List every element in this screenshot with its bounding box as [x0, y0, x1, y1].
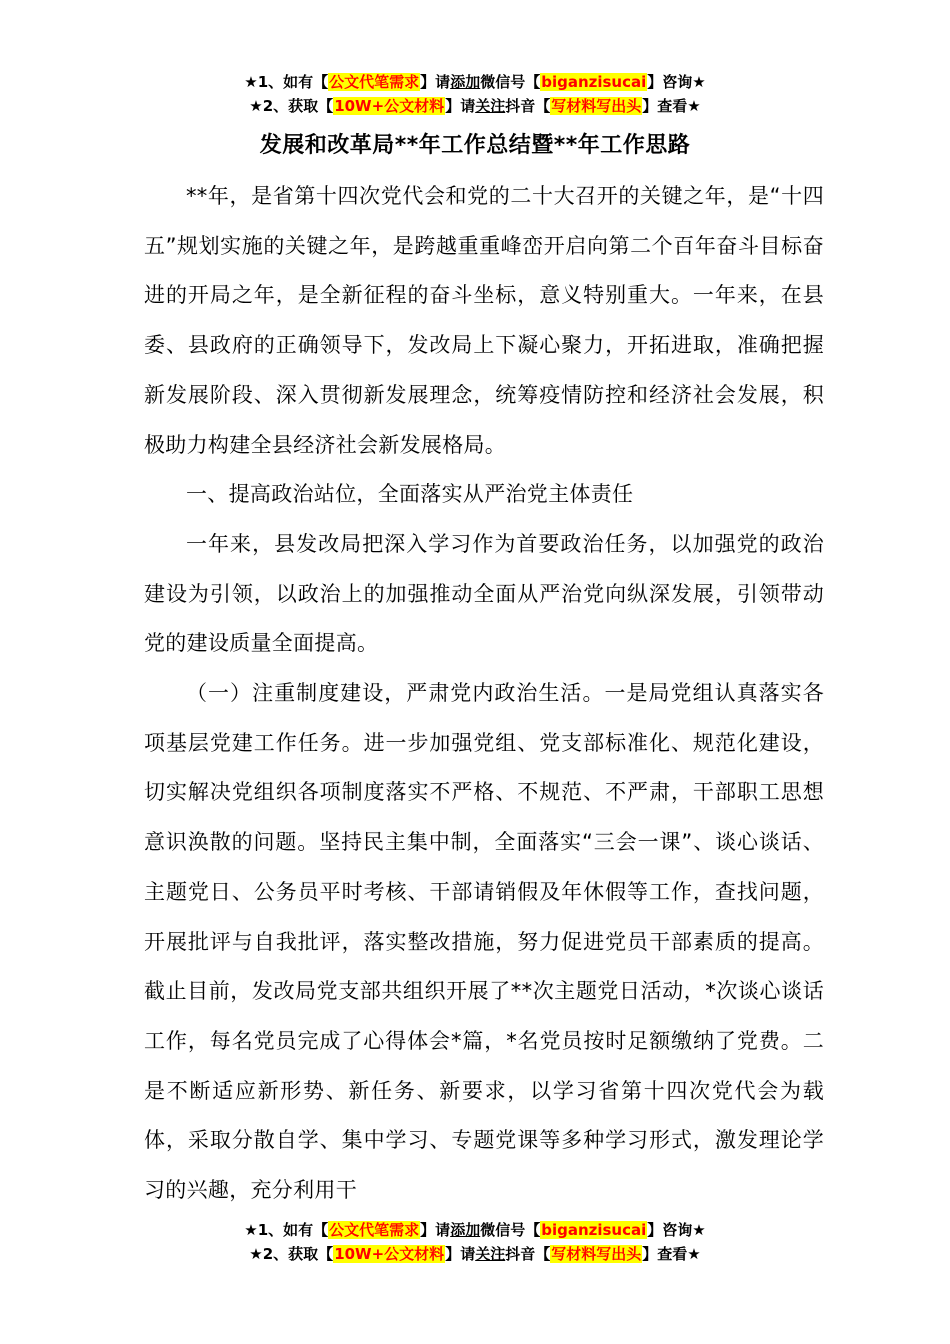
- underlined-text: 添加: [450, 73, 481, 91]
- banner-text: ★1、如有【: [244, 73, 329, 91]
- banner-line-2: [0, 1242, 950, 1266]
- wechat-id-highlight: biganzisucai: [541, 1221, 647, 1239]
- underlined-text: 关注: [475, 1245, 506, 1263]
- highlight-label: 公文代笔需求: [329, 73, 420, 91]
- banner-text: ★1、如有【: [244, 1221, 329, 1239]
- document-body: [144, 172, 824, 1216]
- banner-text: 】咨询★: [647, 1221, 706, 1239]
- banner-text: ★2、获取【: [249, 1245, 334, 1263]
- banner-line-1: [0, 1218, 950, 1242]
- paragraph-intro: **年，是省第十四次党代会和党的二十大召开的关键之年，是“十四五”规划实施的关键之年，是跨越重重峰峦开启向第二个百年奋斗目标奋进的开局之年，是全新征程的奋斗坐标，意义特别重大。一年来，在县委、县政府的正确领导下，发改局上下凝心聚力，开拓进取，准确把握新发展阶段、深入贯彻新发展理念，统筹疫情防控和经济社会发展，积极助力构建全县经济社会新发展格局。: [144, 184, 824, 457]
- underlined-text: 关注: [475, 97, 506, 115]
- banner-text: 微信号【: [480, 73, 541, 91]
- banner-text: 抖音【: [505, 97, 551, 115]
- document-title: 发展和改革局**年工作总结暨**年工作思路: [259, 133, 691, 158]
- banner-text: 】查看★: [642, 97, 701, 115]
- douyin-highlight: 写材料写出头: [551, 97, 642, 115]
- banner-text: 】查看★: [642, 1245, 701, 1263]
- paragraph: （一）注重制度建设，严肃党内政治生活。一是局党组认真落实各项基层党建工作任务。进一步加强党组、党支部标准化、规范化建设，切实解决党组织各项制度落实不严格、不规范、不严肃，干部职工思想意识涣散的问题。坚持民主集中制，全面落实“三会一课”、谈心谈话、主题党日、公务员平时考核、干部请销假及年休假等工作，查找问题，开展批评与自我批评，落实整改措施，努力促进党员干部素质的提高。截止目前，发改局党支部共组织开展了**次主题党日活动，*次谈心谈话工作，每名党员完成了心得体会*篇，*名党员按时足额缴纳了党费。二是不断适应新形势、新任务、新要求，以学习省第十四次党代会为载体，采取分散自学、集中学习、专题党课等多种学习形式，激发理论学习的兴趣，充分利用干: [144, 681, 824, 1203]
- banner-text: 】请: [420, 1221, 451, 1239]
- highlight-label: 10W+公文材料: [334, 97, 445, 115]
- banner-text: 微信号【: [480, 1221, 541, 1239]
- highlight-label: 公文代笔需求: [329, 1221, 420, 1239]
- banner-text: ★2、获取【: [249, 97, 334, 115]
- banner-text: 】请: [445, 97, 476, 115]
- paragraph: 一年来，县发改局把深入学习作为首要政治任务，以加强党的政治建设为引领，以政治上的加强推动全面从严治党向纵深发展，引领带动党的建设质量全面提高。: [144, 531, 824, 656]
- banner-line-1: [0, 70, 950, 94]
- underlined-text: 添加: [450, 1221, 481, 1239]
- banner-text: 】请: [420, 73, 451, 91]
- banner-text: 抖音【: [505, 1245, 551, 1263]
- section-heading: 一、提高政治站位，全面落实从严治党主体责任: [186, 482, 634, 507]
- header-banner: [0, 70, 950, 118]
- banner-text: 】咨询★: [647, 73, 706, 91]
- douyin-highlight: 写材料写出头: [551, 1245, 642, 1263]
- banner-text: 】请: [445, 1245, 476, 1263]
- highlight-label: 10W+公文材料: [334, 1245, 445, 1263]
- footer-banner: [0, 1218, 950, 1266]
- wechat-id-highlight: biganzisucai: [541, 73, 647, 91]
- banner-line-2: [0, 94, 950, 118]
